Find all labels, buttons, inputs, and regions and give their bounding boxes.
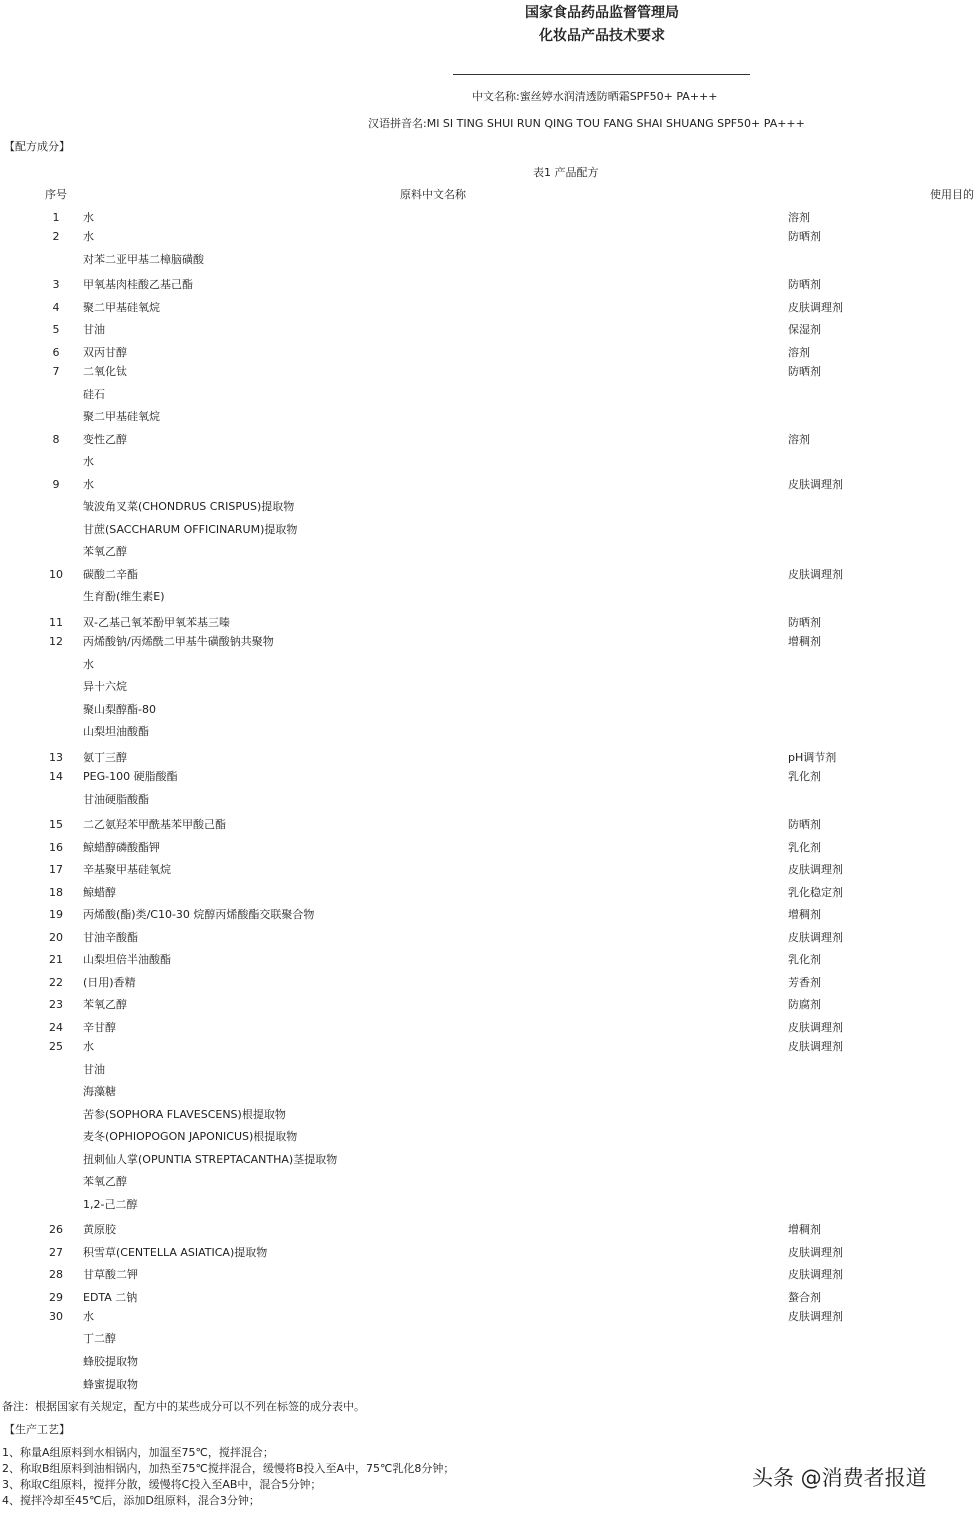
row-number: 5 bbox=[52, 323, 60, 336]
ingredient-name: 辛甘醇 bbox=[83, 1021, 116, 1034]
ingredient-purpose: 防晒剂 bbox=[788, 230, 821, 243]
ingredient-name: 双-乙基己氧苯酚甲氧苯基三嗪 bbox=[83, 616, 230, 629]
ingredient-purpose: 皮肤调理剂 bbox=[788, 931, 843, 944]
ingredient-purpose: 乳化稳定剂 bbox=[788, 886, 843, 899]
row-number: 3 bbox=[52, 278, 60, 291]
ingredient-purpose: 皮肤调理剂 bbox=[788, 478, 843, 491]
ingredient-purpose: 防晒剂 bbox=[788, 365, 821, 378]
product-pinyin-name: 汉语拼音名:MI SI TING SHUI RUN QING TOU FANG SHAI SHUANG SPF50+ PA+++ bbox=[368, 117, 805, 130]
row-number: 30 bbox=[49, 1310, 63, 1323]
ingredient-name: 蜂胶提取物 bbox=[83, 1355, 138, 1368]
process-step: 3、称取C组原料，搅拌分散，缓慢将C投入至AB中，混合5分钟； bbox=[2, 1478, 322, 1491]
column-header-seq: 序号 bbox=[45, 188, 67, 201]
row-number: 13 bbox=[49, 751, 63, 764]
formula-note: 备注：根据国家有关规定，配方中的某些成分可以不列在标签的成分表中。 bbox=[2, 1400, 365, 1413]
ingredient-name: 积雪草(CENTELLA ASIATICA)提取物 bbox=[83, 1246, 268, 1259]
table-caption: 表1 产品配方 bbox=[533, 166, 599, 179]
row-number: 8 bbox=[52, 433, 60, 446]
ingredient-name: 苯氧乙醇 bbox=[83, 1175, 127, 1188]
ingredient-name: 甘油 bbox=[83, 1063, 105, 1076]
ingredient-purpose: 防腐剂 bbox=[788, 998, 821, 1011]
row-number: 15 bbox=[49, 818, 63, 831]
ingredient-purpose: 防晒剂 bbox=[788, 818, 821, 831]
ingredient-name: 甘油 bbox=[83, 323, 105, 336]
process-step: 2、称取B组原料到油相锅内，加热至75℃搅拌混合，缓慢将B投入至A中，75℃乳化8分钟； bbox=[2, 1462, 455, 1475]
ingredient-name: 二乙氨羟苯甲酰基苯甲酸己酯 bbox=[83, 818, 226, 831]
ingredient-purpose: 螯合剂 bbox=[788, 1291, 821, 1304]
ingredient-purpose: 增稠剂 bbox=[788, 635, 821, 648]
row-number: 12 bbox=[49, 635, 63, 648]
ingredient-name: 甘草酸二钾 bbox=[83, 1268, 138, 1281]
ingredient-name: 黄原胶 bbox=[83, 1223, 116, 1236]
row-number: 26 bbox=[49, 1223, 63, 1236]
ingredient-name: (日用)香精 bbox=[83, 976, 136, 989]
ingredient-name: 水 bbox=[83, 478, 94, 491]
ingredient-purpose: 保湿剂 bbox=[788, 323, 821, 336]
column-header-name: 原料中文名称 bbox=[400, 188, 466, 201]
ingredient-name: 变性乙醇 bbox=[83, 433, 127, 446]
ingredient-name: 1,2-己二醇 bbox=[83, 1198, 138, 1211]
document-title: 化妆品产品技术要求 bbox=[539, 28, 665, 44]
row-number: 17 bbox=[49, 863, 63, 876]
ingredient-purpose: 增稠剂 bbox=[788, 1223, 821, 1236]
ingredient-name: 扭刺仙人掌(OPUNTIA STREPTACANTHA)茎提取物 bbox=[83, 1153, 338, 1166]
ingredient-purpose: 增稠剂 bbox=[788, 908, 821, 921]
ingredient-name: 鲸蜡醇磷酸酯钾 bbox=[83, 841, 160, 854]
source-watermark: 头条 @消费者报道 bbox=[752, 1466, 927, 1490]
ingredient-name: 异十六烷 bbox=[83, 680, 127, 693]
ingredient-purpose: 皮肤调理剂 bbox=[788, 1246, 843, 1259]
ingredient-name: 碳酸二辛酯 bbox=[83, 568, 138, 581]
row-number: 27 bbox=[49, 1246, 63, 1259]
row-number: 9 bbox=[52, 478, 60, 491]
ingredient-name: 甘油硬脂酸酯 bbox=[83, 793, 149, 806]
row-number: 6 bbox=[52, 346, 60, 359]
ingredient-name: 辛基聚甲基硅氧烷 bbox=[83, 863, 171, 876]
ingredient-purpose: 防晒剂 bbox=[788, 616, 821, 629]
ingredient-name: 苯氧乙醇 bbox=[83, 545, 127, 558]
agency-title: 国家食品药品监督管理局 bbox=[525, 5, 679, 21]
ingredient-name: 甘蔗(SACCHARUM OFFICINARUM)提取物 bbox=[83, 523, 298, 536]
row-number: 19 bbox=[49, 908, 63, 921]
row-number: 7 bbox=[52, 365, 60, 378]
ingredient-name: 麦冬(OPHIOPOGON JAPONICUS)根提取物 bbox=[83, 1130, 298, 1143]
column-header-purpose: 使用目的 bbox=[930, 188, 974, 201]
row-number: 2 bbox=[52, 230, 60, 243]
ingredient-purpose: 皮肤调理剂 bbox=[788, 1310, 843, 1323]
ingredient-name: 双丙甘醇 bbox=[83, 346, 127, 359]
ingredient-name: 氨丁三醇 bbox=[83, 751, 127, 764]
ingredient-name: 甘油辛酸酯 bbox=[83, 931, 138, 944]
ingredient-purpose: 皮肤调理剂 bbox=[788, 1268, 843, 1281]
ingredient-name: 聚二甲基硅氧烷 bbox=[83, 301, 160, 314]
ingredient-name: 二氧化钛 bbox=[83, 365, 127, 378]
ingredient-name: 水 bbox=[83, 658, 94, 671]
row-number: 28 bbox=[49, 1268, 63, 1281]
ingredient-purpose: 皮肤调理剂 bbox=[788, 1040, 843, 1053]
row-number: 21 bbox=[49, 953, 63, 966]
row-number: 11 bbox=[49, 616, 63, 629]
row-number: 4 bbox=[52, 301, 60, 314]
ingredient-name: 聚山梨醇酯-80 bbox=[83, 703, 156, 716]
ingredient-purpose: 乳化剂 bbox=[788, 953, 821, 966]
row-number: 10 bbox=[49, 568, 63, 581]
ingredient-name: 山梨坦倍半油酸酯 bbox=[83, 953, 171, 966]
ingredient-name: 海藻糖 bbox=[83, 1085, 116, 1098]
ingredient-name: 丙烯酸(酯)类/C10-30 烷醇丙烯酸酯交联聚合物 bbox=[83, 908, 315, 921]
row-number: 1 bbox=[52, 211, 60, 224]
row-number: 24 bbox=[49, 1021, 63, 1034]
ingredient-name: 聚二甲基硅氧烷 bbox=[83, 410, 160, 423]
ingredient-purpose: 皮肤调理剂 bbox=[788, 863, 843, 876]
ingredient-name: 对苯二亚甲基二樟脑磺酸 bbox=[83, 253, 204, 266]
row-number: 22 bbox=[49, 976, 63, 989]
ingredient-purpose: 防晒剂 bbox=[788, 278, 821, 291]
row-number: 29 bbox=[49, 1291, 63, 1304]
ingredient-name: 苦参(SOPHORA FLAVESCENS)根提取物 bbox=[83, 1108, 286, 1121]
row-number: 14 bbox=[49, 770, 63, 783]
ingredient-purpose: 乳化剂 bbox=[788, 770, 821, 783]
ingredient-name: 硅石 bbox=[83, 388, 105, 401]
row-number: 25 bbox=[49, 1040, 63, 1053]
ingredient-name: EDTA 二钠 bbox=[83, 1291, 138, 1304]
ingredient-name: 丁二醇 bbox=[83, 1332, 116, 1345]
ingredient-purpose: 溶剂 bbox=[788, 433, 810, 446]
ingredient-name: 皱波角叉菜(CHONDRUS CRISPUS)提取物 bbox=[83, 500, 295, 513]
ingredient-name: 水 bbox=[83, 455, 94, 468]
ingredient-purpose: 溶剂 bbox=[788, 346, 810, 359]
row-number: 20 bbox=[49, 931, 63, 944]
ingredient-name: 蜂蜜提取物 bbox=[83, 1378, 138, 1391]
section-formula-heading: 【配方成分】 bbox=[4, 140, 70, 153]
ingredient-purpose: 皮肤调理剂 bbox=[788, 568, 843, 581]
ingredient-purpose: 皮肤调理剂 bbox=[788, 1021, 843, 1034]
header-divider bbox=[453, 74, 750, 75]
ingredient-name: 生育酚(维生素E) bbox=[83, 590, 165, 603]
row-number: 16 bbox=[49, 841, 63, 854]
ingredient-name: 鲸蜡醇 bbox=[83, 886, 116, 899]
process-step: 4、搅拌冷却至45℃后，添加D组原料，混合3分钟； bbox=[2, 1494, 260, 1507]
row-number: 23 bbox=[49, 998, 63, 1011]
ingredient-name: 水 bbox=[83, 211, 94, 224]
row-number: 18 bbox=[49, 886, 63, 899]
ingredient-name: 水 bbox=[83, 230, 94, 243]
ingredient-name: 甲氧基肉桂酸乙基己酯 bbox=[83, 278, 193, 291]
ingredient-purpose: pH调节剂 bbox=[788, 751, 837, 764]
product-cn-name: 中文名称:蜜丝婷水润清透防晒霜SPF50+ PA+++ bbox=[472, 90, 718, 103]
section-process-heading: 【生产工艺】 bbox=[4, 1423, 70, 1436]
ingredient-name: 水 bbox=[83, 1310, 94, 1323]
ingredient-name: 丙烯酸钠/丙烯酰二甲基牛磺酸钠共聚物 bbox=[83, 635, 274, 648]
ingredient-purpose: 乳化剂 bbox=[788, 841, 821, 854]
ingredient-name: 山梨坦油酸酯 bbox=[83, 725, 149, 738]
ingredient-name: 水 bbox=[83, 1040, 94, 1053]
ingredient-name: 苯氧乙醇 bbox=[83, 998, 127, 1011]
ingredient-purpose: 溶剂 bbox=[788, 211, 810, 224]
ingredient-purpose: 皮肤调理剂 bbox=[788, 301, 843, 314]
ingredient-purpose: 芳香剂 bbox=[788, 976, 821, 989]
process-step: 1、称量A组原料到水相锅内，加温至75℃，搅拌混合； bbox=[2, 1446, 274, 1459]
ingredient-name: PEG-100 硬脂酸酯 bbox=[83, 770, 178, 783]
